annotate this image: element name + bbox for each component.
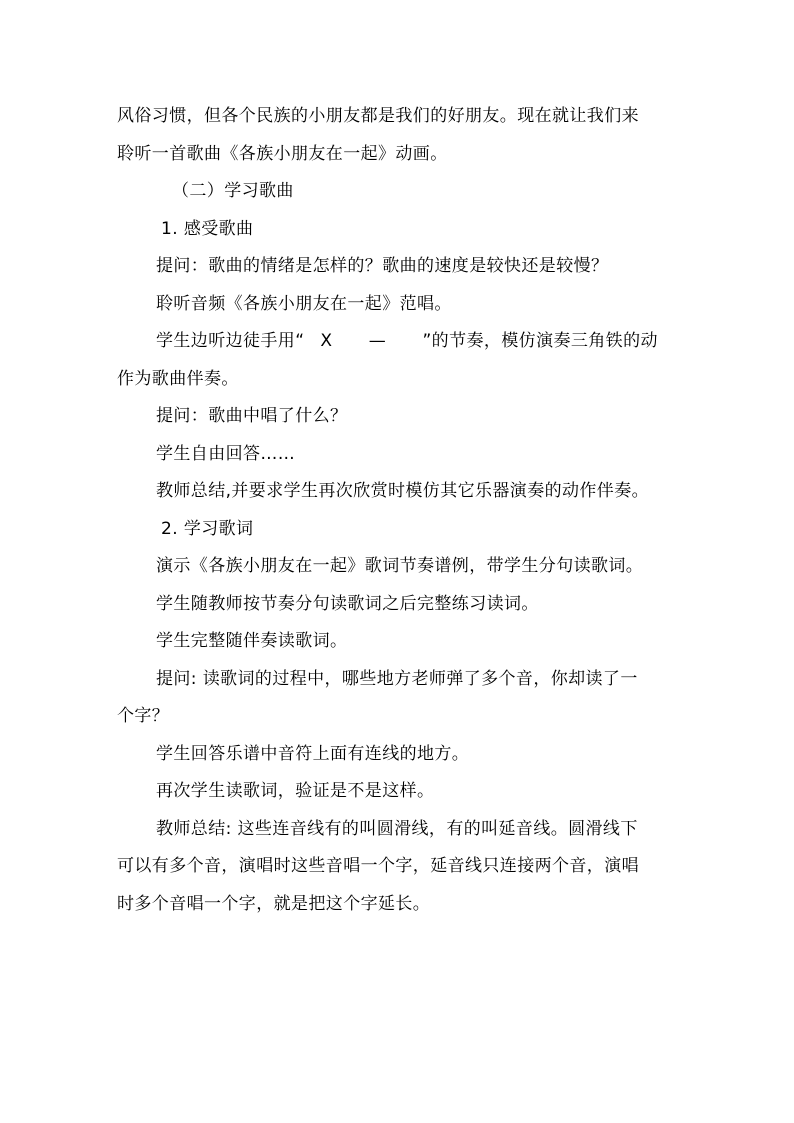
paragraph-line: 个字？ [117,706,170,726]
rhythm-text-after: ”的节奏，模仿演奏三角铁的动 [422,331,658,351]
document-page [117,98,683,923]
paragraph-line: 再次学生读歌词，验证是不是这样。 [156,781,435,801]
paragraph-line: 学生随教师按节奏分句读歌词之后完整练习读词。 [156,593,539,614]
paragraph-line: 聆听音频《各族小朋友在一起》范唱。 [156,293,452,314]
paragraph-line: 学生完整随伴奏读歌词。 [156,631,348,651]
subsection-heading: 1. 感受歌曲 [161,218,254,239]
paragraph-line: 学生回答乐谱中音符上面有连线的地方。 [156,743,470,764]
rhythm-dash: — [368,331,387,351]
paragraph-line: 提问：歌曲的情绪是怎样的？歌曲的速度是较快还是较慢？ [156,256,609,276]
paragraph-line: 时多个音唱一个字，就是把这个字延长。 [117,893,431,914]
subsection-heading: 2. 学习歌词 [161,518,254,539]
paragraph-line: 聆听一首歌曲《各族小朋友在一起》动画。 [117,143,448,164]
paragraph-line: 演示《各族小朋友在一起》歌词节奏谱例，带学生分句读歌词。 [156,556,644,576]
paragraph-line: 可以有多个音，演唱时这些音唱一个字，延音线只连接两个音，演唱 [117,856,639,876]
rhythm-paragraph-line [117,323,683,361]
rhythm-text-before: 学生边听边徒手用“ [156,331,305,351]
section-heading: （二）学习歌曲 [172,181,294,201]
paragraph-line: 教师总结,并要求学生再次欣赏时模仿其它乐器演奏的动作伴奏。 [156,481,650,501]
paragraph-line: 风俗习惯，但各个民族的小朋友都是我们的好朋友。现在就让我们来 [117,106,639,126]
paragraph-line: 学生自由回答…… [156,443,296,464]
paragraph-line: 教师总结: 这些连音线有的叫圆滑线，有的叫延音线。圆滑线下 [156,818,638,839]
paragraph-line: 提问: 读歌词的过程中，哪些地方老师弹了多个音，你却读了一 [156,668,638,689]
rhythm-note: X [320,331,333,351]
paragraph-line: 提问：歌曲中唱了什么？ [156,406,348,426]
paragraph-line: 作为歌曲伴奏。 [117,368,239,389]
